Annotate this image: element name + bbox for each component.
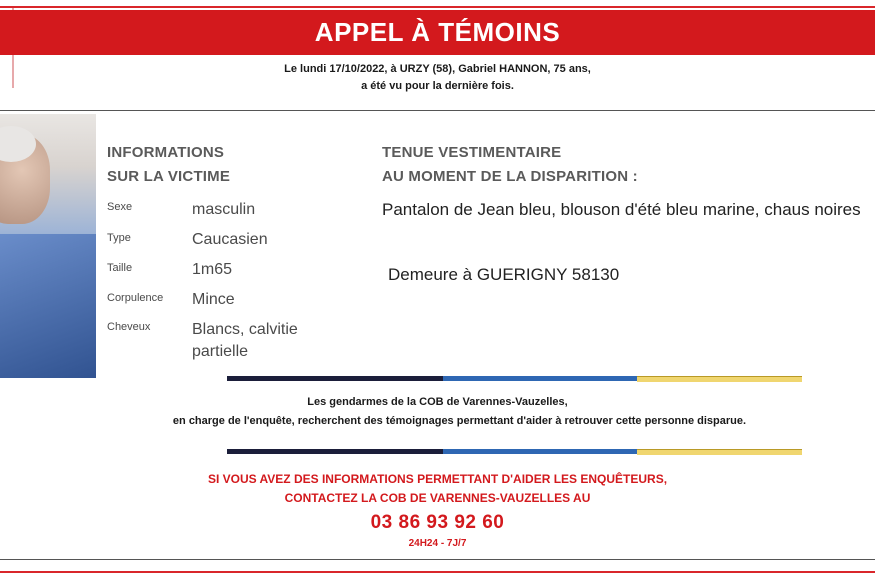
header-banner — [0, 10, 875, 55]
field-label-type: Type — [107, 232, 131, 244]
clothing-heading-line1: TENUE VESTIMENTAIRE — [382, 144, 562, 161]
field-value-type: Caucasien — [192, 231, 268, 248]
field-value-cheveux: Blancs, calvitie partielle — [192, 321, 298, 360]
availability-hours: 24H24 - 7J/7 — [408, 538, 467, 549]
page-title: APPEL À TÉMOINS — [314, 17, 561, 47]
clothing-description: Pantalon de Jean bleu, blouson d'été bleu marine, chaus noires — [382, 200, 861, 219]
field-value-sexe: masculin — [192, 201, 256, 218]
top-border — [0, 0, 875, 8]
contact-line-2: CONTACTEZ LA COB DE VARENNES-VAUZELLES AU — [284, 491, 591, 505]
bottom-border — [0, 571, 875, 573]
intro-line-2: a été vu pour la dernière fois. — [361, 80, 514, 92]
tricolor-stripe — [227, 376, 802, 381]
field-label-taille: Taille — [107, 262, 133, 274]
field-label-cheveux: Cheveux — [107, 321, 151, 333]
field-value-taille: 1m65 — [192, 261, 233, 278]
tricolor-stripe — [227, 449, 802, 454]
field-value-corpulence: Mince — [192, 291, 235, 308]
field-label-corpulence: Corpulence — [107, 292, 164, 304]
victim-info-heading-line1: INFORMATIONS — [107, 144, 225, 161]
contact-line-1: SI VOUS AVEZ DES INFORMATIONS PERMETTANT D'AIDER LES ENQUÊTEURS, — [207, 472, 668, 486]
clothing-heading-line2: AU MOMENT DE LA DISPARITION : — [382, 168, 638, 185]
bottom-divider — [0, 559, 875, 560]
field-label-sexe: Sexe — [107, 201, 133, 213]
photo-shirt — [0, 234, 96, 378]
intro-line-1: Le lundi 17/10/2022, à URZY (58), Gabriel HANNON, 75 ans, — [284, 63, 591, 75]
victim-info-heading-line2: SUR LA VICTIME — [107, 168, 231, 185]
divider — [0, 110, 875, 111]
notice-line-1: Les gendarmes de la COB de Varennes-Vauzelles, — [307, 396, 568, 408]
notice-line-2: en charge de l'enquête, recherchent des témoignages permettant d'aider à retrouver cette personne disparue. — [172, 415, 747, 427]
clothing-heading — [382, 141, 862, 189]
residence-text: Demeure à GUERIGNY 58130 — [388, 265, 620, 284]
phone-number[interactable]: 03 86 93 92 60 — [370, 512, 505, 533]
victim-info-heading — [107, 141, 307, 189]
victim-photo — [0, 114, 96, 378]
